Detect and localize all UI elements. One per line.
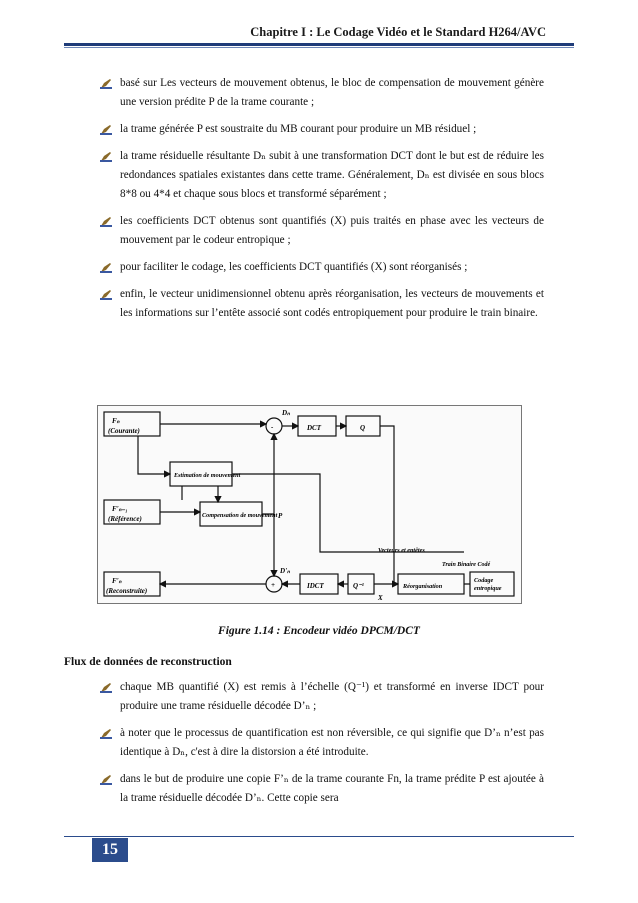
qinv-label: Q⁻¹: [353, 582, 364, 590]
minus-sign: -: [271, 423, 274, 431]
list-item: [120, 258, 544, 277]
footer-rule: [64, 836, 574, 837]
fn-sublabel: (Courante): [108, 427, 140, 435]
list-item: [120, 724, 544, 762]
list-item: [120, 770, 544, 808]
list-item-text: la trame générée P est soustraite du MB courant pour produire un MB résiduel ;: [120, 123, 477, 135]
fn-label: Fₙ: [112, 417, 120, 425]
x-label: X: [378, 594, 383, 602]
pen-bullet-icon: [100, 151, 112, 162]
header-rule: [64, 43, 574, 46]
vecteurs-label: Vecteurs et entêtes: [378, 547, 425, 554]
pen-bullet-icon: [100, 774, 112, 785]
dn-label: Dₙ: [282, 409, 290, 417]
bullet-list-bottom: [120, 678, 544, 816]
list-item: [120, 147, 544, 204]
list-item-text: la trame résiduelle résultante Dₙ subit à une transformation DCT dont le but est de réduire les redondances spatiales existantes dans cette trame. Généralement, Dₙ est divisée en sous blocs 8*8 ou 4*4 et chaque sous blocs et transformé séparément ;: [120, 150, 544, 200]
list-item: [120, 212, 544, 250]
fref-label: F'ₙ₋₁: [112, 505, 128, 513]
codage-label-line: Codage: [474, 577, 494, 584]
pen-bullet-icon: [100, 728, 112, 739]
bullet-list-top: [120, 74, 544, 331]
figure-caption: Figure 1.14 : Encodeur vidéo DPCM/DCT: [218, 625, 420, 637]
pen-bullet-icon: [100, 124, 112, 135]
subtract-node: [266, 418, 282, 434]
list-item-text: chaque MB quantifié (X) est remis à l’échelle (Q⁻¹) et transformé en inverse IDCT pour produire une trame résiduelle décodée D’ₙ ;: [120, 681, 544, 712]
list-item: [120, 74, 544, 112]
list-item-text: enfin, le vecteur unidimensionnel obtenu après réorganisation, les vecteurs de mouvements et les informations sur l’entête associé sont codés entropiquement pour produire le train binaire.: [120, 288, 544, 319]
encoder-diagram: [97, 405, 522, 604]
list-item: [120, 120, 544, 139]
dpn-label: D'ₙ: [280, 567, 290, 575]
dct-label: DCT: [307, 424, 321, 432]
header-rule-thin: [64, 47, 574, 48]
page-header: [0, 25, 638, 57]
compensation-label: Compensation de mouvement: [202, 512, 278, 519]
reorg-label: Réorganisation: [403, 583, 443, 590]
list-item-text: pour faciliter le codage, les coefficients DCT quantifiés (X) sont réorganisés ;: [120, 261, 468, 273]
section-title: Flux de données de reconstruction: [64, 656, 232, 668]
codage-label-line: entropique: [474, 585, 502, 592]
q-label: Q: [360, 424, 366, 432]
list-item: [120, 678, 544, 716]
list-item: [120, 285, 544, 323]
idct-label: IDCT: [307, 582, 324, 590]
fref-sublabel: (Référence): [108, 515, 142, 523]
codage-box: [470, 572, 514, 596]
train-label: Train Binaire Codé: [442, 562, 491, 568]
list-item-text: les coefficients DCT obtenus sont quantifiés (X) puis traités en phase avec les vecteurs de mouvement par le codeur entropique ;: [120, 215, 544, 246]
estimation-label: Estimation de mouvement: [174, 472, 241, 479]
list-item-text: dans le but de produire une copie F’ₙ de la trame courante Fn, la trame prédite P est ajoutée à la trame résiduelle décodée D’ₙ. Cette copie sera: [120, 773, 544, 804]
pen-bullet-icon: [100, 289, 112, 300]
pen-bullet-icon: [100, 262, 112, 273]
list-item-text: basé sur Les vecteurs de mouvement obtenus, le bloc de compensation de mouvement génère une version prédite P de la trame courante ;: [120, 77, 544, 108]
page-number: 15: [92, 838, 128, 862]
pen-bullet-icon: [100, 682, 112, 693]
p-label: P: [278, 512, 283, 520]
pen-bullet-icon: [100, 78, 112, 89]
pen-bullet-icon: [100, 216, 112, 227]
list-item-text: à noter que le processus de quantification est non réversible, ce qui signifie que D’ₙ n’est pas identique à Dₙ, c'est à dire la distorsion a été introduite.: [120, 727, 544, 758]
plus-sign: +: [271, 581, 275, 589]
chapter-title: Chapitre I : Le Codage Vidéo et le Standard H264/AVC: [250, 25, 546, 39]
frec-label: F'ₙ: [112, 577, 122, 585]
frec-sublabel: (Reconstruite): [106, 587, 148, 595]
